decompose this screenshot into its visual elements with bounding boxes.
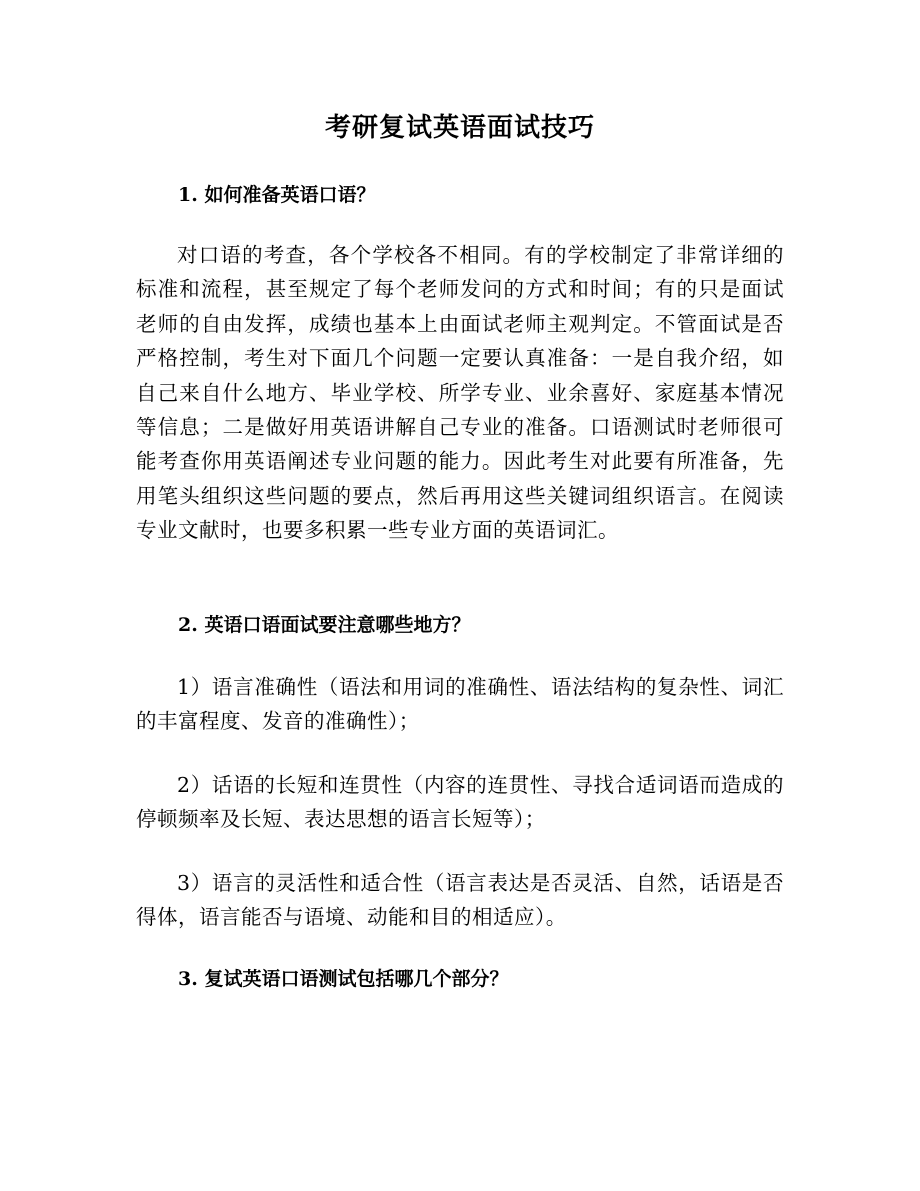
paragraph: 2）话语的长短和连贯性（内容的连贯性、寻找合适词语而造成的停顿频率及长短、表达思想的语言长短等）； (136, 773, 784, 832)
section-heading: 2. 英语口语面试要注意哪些地方？ (178, 614, 471, 636)
paragraph: 对口语的考查，各个学校各不相同。有的学校制定了非常详细的标准和流程，甚至规定了每个老师发问的方式和时间；有的只是面试老师的自由发挥，成绩也基本上由面试老师主观判定。不管面试是否严格控制，考生对下面几个问题一定要认真准备：一是自我介绍，如自己来自什么地方、毕业学校、所学专业、业余喜好、家庭基本情况等信息；二是做好用英语讲解自己专业的准备。口语测试时老师很可能考查你用英语阐述专业问题的能力。因此考生对此要有所准备，先用笔头组织这些问题的要点，然后再用这些关键词组织语言。在阅读专业文献时，也要多积累一些专业方面的英语词汇。 (136, 243, 784, 543)
paragraph: 1）语言准确性（语法和用词的准确性、语法结构的复杂性、词汇的丰富程度、发音的准确性）； (136, 675, 784, 734)
section-heading: 3. 复试英语口语测试包括哪几个部分？ (178, 968, 509, 990)
paragraph: 3）语言的灵活性和适合性（语言表达是否灵活、自然，话语是否得体，语言能否与语境、动能和目的相适应）。 (136, 871, 784, 930)
document-title: 考研复试英语面试技巧 (324, 113, 595, 143)
section-heading: 1. 如何准备英语口语？ (178, 184, 376, 206)
